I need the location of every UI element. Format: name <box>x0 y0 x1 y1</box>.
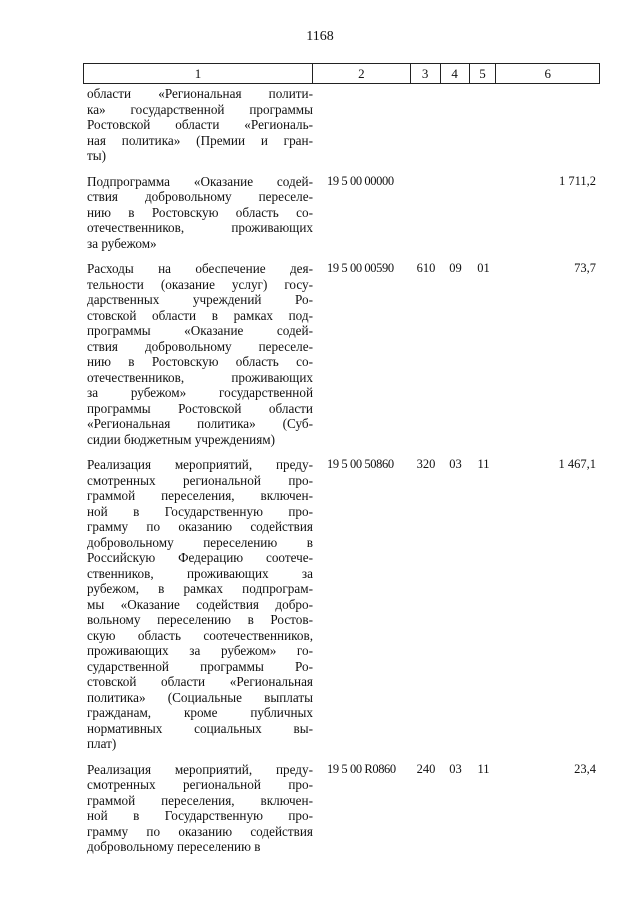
row-name-line: ной в Государственную про- <box>87 503 313 519</box>
header-col-1: 1 <box>84 64 313 83</box>
row-name-line: гражданам, кроме публичных <box>87 705 313 720</box>
table-row <box>83 261 600 447</box>
row-name-cell <box>83 457 313 752</box>
row-name-line: сударственной программы Ро- <box>87 658 313 674</box>
row-name-line: тельности (оказание услуг) госу- <box>87 276 313 292</box>
row-pr-cell: 11 <box>477 457 490 471</box>
row-code-cell <box>313 86 411 164</box>
row-name-line: Реализация мероприятий, преду- <box>87 457 313 472</box>
row-name-line: граммой переселения, включен- <box>87 488 313 503</box>
row-name-line: проживающих за рубежом» го- <box>87 643 313 658</box>
row-pr-cell: 01 <box>477 261 490 275</box>
row-name-line: Ростовской области «Региональ- <box>87 117 313 132</box>
row-name-line: области «Региональная полити- <box>87 86 313 101</box>
row-vr-cell: 320 <box>416 457 436 471</box>
table-row <box>83 762 600 855</box>
row-name-line: за рубежом» государственной <box>87 385 313 400</box>
row-vr-cell <box>411 174 441 252</box>
row-name-line: Российскую Федерацию соотече- <box>87 550 313 565</box>
row-pr-cell <box>470 86 497 164</box>
row-rz-cell: 03 <box>449 761 462 776</box>
row-name-line: ственников, проживающих за <box>87 565 313 581</box>
row-name-line: рубежом, в рамках подпрограм- <box>87 581 313 596</box>
row-name-cell <box>83 86 313 164</box>
row-name-cell <box>83 174 313 252</box>
row-name-line: грамму по оказанию содействия <box>87 519 313 534</box>
row-pr-cell: 11 <box>477 761 490 776</box>
table-header-row <box>83 63 600 84</box>
row-name-line: Подпрограмма «Оказание содей- <box>87 173 313 189</box>
row-pr-cell <box>470 174 497 252</box>
header-col-4: 4 <box>441 64 470 83</box>
table-row <box>83 86 600 164</box>
row-sum-cell <box>497 86 600 164</box>
row-name-line: «Региональная политика» (Суб- <box>87 416 313 431</box>
row-sum-cell: 1 711,2 <box>558 173 596 188</box>
row-sum-cell: 73,7 <box>574 261 596 275</box>
row-name-line: ствия добровольному переселе- <box>87 338 313 354</box>
header-col-2: 2 <box>313 64 411 83</box>
header-col-5: 5 <box>470 64 497 83</box>
row-name-line: ствия добровольному переселе- <box>87 189 313 204</box>
row-name-line: программы Ростовской области <box>87 400 313 416</box>
row-name-line: отечественников, проживающих <box>87 369 313 385</box>
row-name-line: за рубежом» <box>87 235 157 251</box>
row-name-line: мы «Оказание содействия добро- <box>87 596 313 612</box>
row-rz-cell <box>441 86 470 164</box>
row-name-line: смотренных региональной про- <box>87 777 313 792</box>
row-name-line: политика» (Социальные выплаты <box>87 689 313 705</box>
row-name-line: смотренных региональной про- <box>87 472 313 488</box>
row-vr-cell: 240 <box>416 761 436 776</box>
row-name-cell <box>83 261 313 447</box>
row-vr-cell <box>411 86 441 164</box>
header-col-3: 3 <box>411 64 441 83</box>
row-name-line: сидии бюджетным учреждениям) <box>87 431 276 447</box>
row-code-cell: 19 5 00 R0860 <box>327 761 396 776</box>
row-code-cell: 19 5 00 00590 <box>327 261 394 275</box>
row-name-line: Реализация мероприятий, преду- <box>87 761 313 777</box>
row-sum-cell: 23,4 <box>574 761 596 776</box>
row-name-line: нормативных социальных вы- <box>87 720 313 736</box>
row-name-line: плат) <box>87 736 117 751</box>
page-number: 1168 <box>306 29 334 44</box>
row-name-line: стовской области в рамках под- <box>87 307 313 323</box>
row-name-line: ная политика» (Премии и гран- <box>87 132 313 148</box>
table-body <box>83 86 600 855</box>
row-name-line: скую область соотечественников, <box>87 627 313 643</box>
row-name-line: нию в Ростовскую область со- <box>87 204 313 220</box>
row-name-line: грамму по оказанию содействия <box>87 823 313 839</box>
row-rz-cell: 03 <box>449 457 462 471</box>
row-name-line: дарственных учреждений Ро- <box>87 292 313 307</box>
row-rz-cell <box>441 174 470 252</box>
row-name-line: отечественников, проживающих <box>87 220 313 235</box>
header-col-6: 6 <box>544 65 551 81</box>
row-vr-cell: 610 <box>416 261 436 275</box>
row-name-line: ка» государственной программы <box>87 101 313 117</box>
row-name-line: вольному переселению в Ростов- <box>87 612 313 627</box>
row-rz-cell: 09 <box>449 261 462 275</box>
row-name-line: граммой переселения, включен- <box>87 792 313 808</box>
row-name-line: ной в Государственную про- <box>87 808 313 823</box>
row-name-cell <box>83 762 313 855</box>
row-name-line: Расходы на обеспечение дея- <box>87 261 313 276</box>
row-name-line: программы «Оказание содей- <box>87 323 313 338</box>
row-name-line: добровольному переселению в <box>87 534 313 550</box>
table-row <box>83 457 600 752</box>
table-row <box>83 174 600 252</box>
row-code-cell: 19 5 00 00000 <box>327 173 394 188</box>
budget-table <box>83 63 600 855</box>
row-name-line: ты) <box>87 148 107 163</box>
row-name-line: стовской области «Региональная <box>87 674 313 689</box>
row-code-cell: 19 5 00 50860 <box>327 457 394 471</box>
row-name-line: нию в Ростовскую область со- <box>87 354 313 369</box>
row-sum-cell: 1 467,1 <box>558 457 596 471</box>
row-name-line: добровольному переселению в <box>87 839 261 854</box>
